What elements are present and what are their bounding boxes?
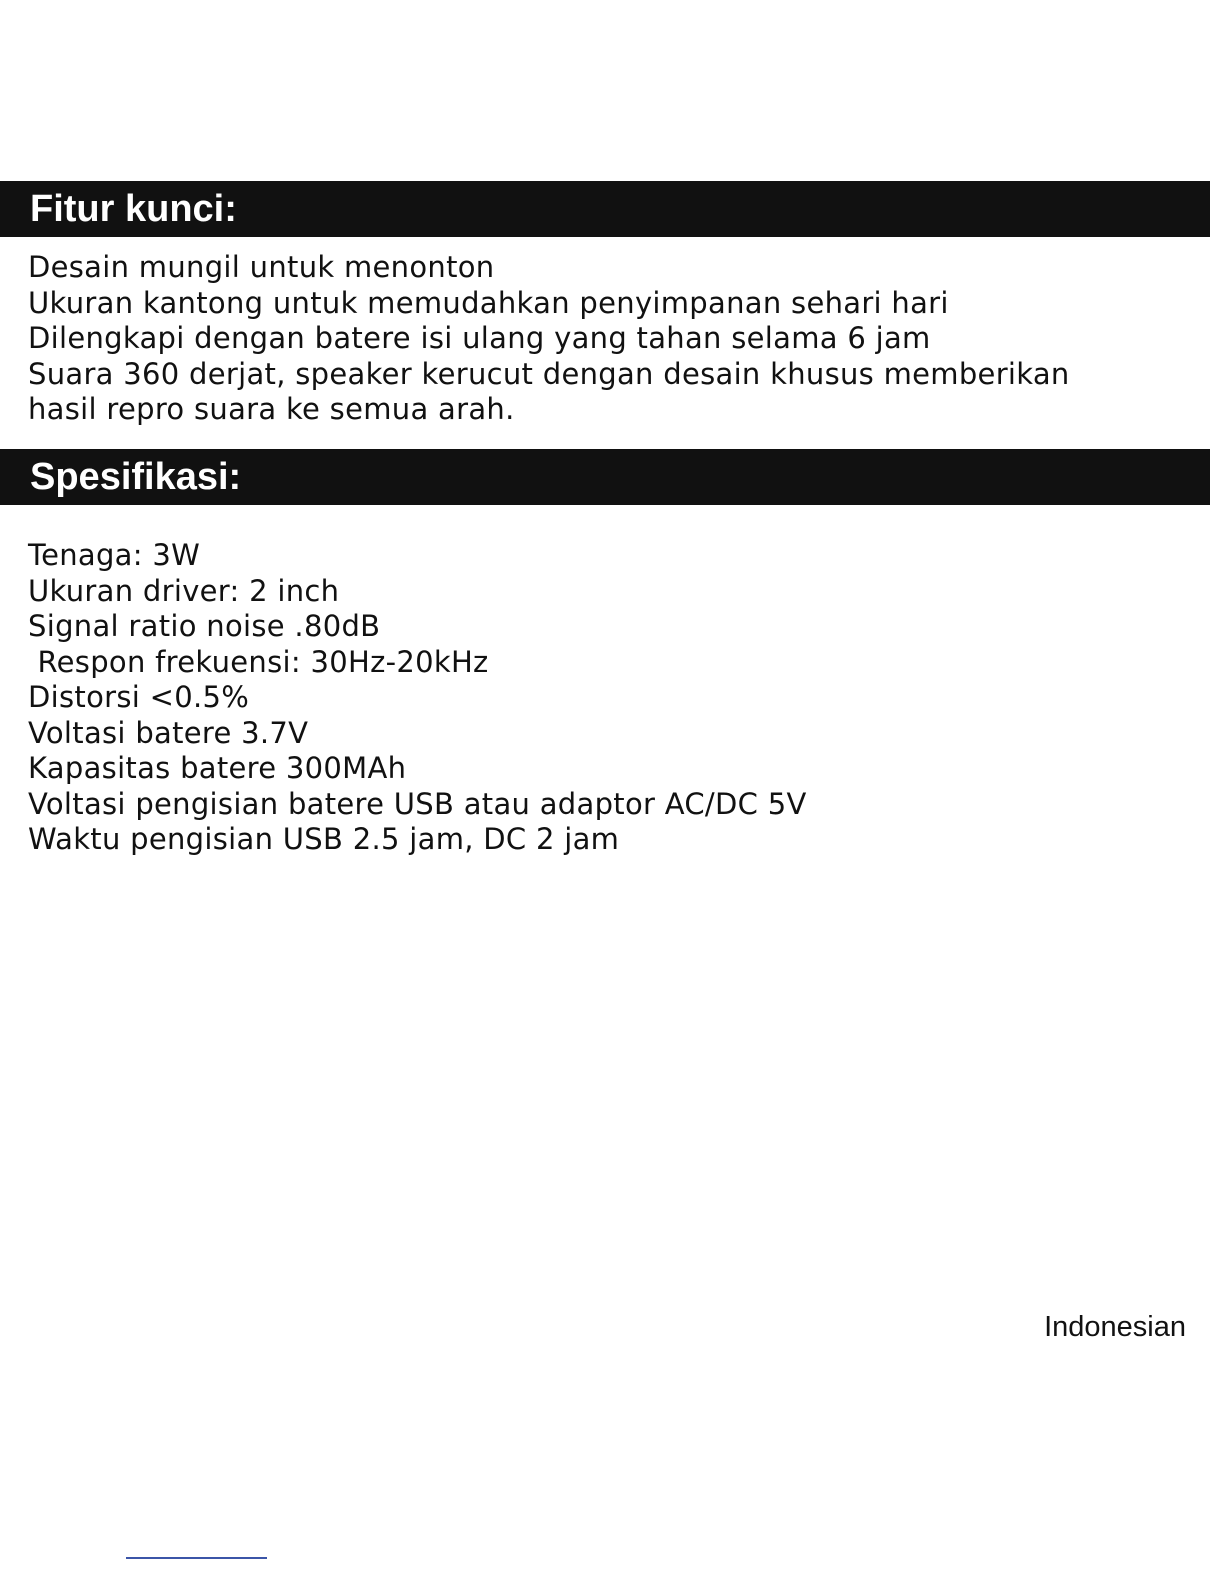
specs-list <box>28 538 807 858</box>
specs-heading-bar <box>0 449 1210 505</box>
list-item: Tenaga: 3W <box>28 538 201 572</box>
features-list <box>28 250 1070 428</box>
list-item: Ukuran driver: 2 inch <box>28 573 340 608</box>
features-heading: Fitur kunci: <box>30 188 237 230</box>
list-item: hasil repro suara ke semua arah. <box>28 392 515 426</box>
list-item: Suara 360 derjat, speaker kerucut dengan desain khusus memberikan <box>28 356 1070 391</box>
list-item: Ukuran kantong untuk memudahkan penyimpanan sehari hari <box>28 285 949 320</box>
list-item: Desain mungil untuk menonton <box>28 250 495 284</box>
list-item: Signal ratio noise .80dB <box>28 609 381 643</box>
list-item: Kapasitas batere 300MAh <box>28 751 407 785</box>
list-item: Voltasi batere 3.7V <box>28 715 309 750</box>
list-item: Voltasi pengisian batere USB atau adaptor AC/DC 5V <box>28 786 807 821</box>
list-item: Respon frekuensi: 30Hz-20kHz <box>28 644 489 679</box>
features-heading-bar <box>0 181 1210 237</box>
footer-rule <box>126 1557 267 1559</box>
list-item: Waktu pengisian USB 2.5 jam, DC 2 jam <box>28 822 620 856</box>
list-item: Distorsi <0.5% <box>28 680 250 714</box>
specs-heading: Spesifikasi: <box>30 456 242 498</box>
list-item: Dilengkapi dengan batere isi ulang yang tahan selama 6 jam <box>28 321 931 355</box>
language-label: Indonesian <box>1044 1311 1186 1343</box>
